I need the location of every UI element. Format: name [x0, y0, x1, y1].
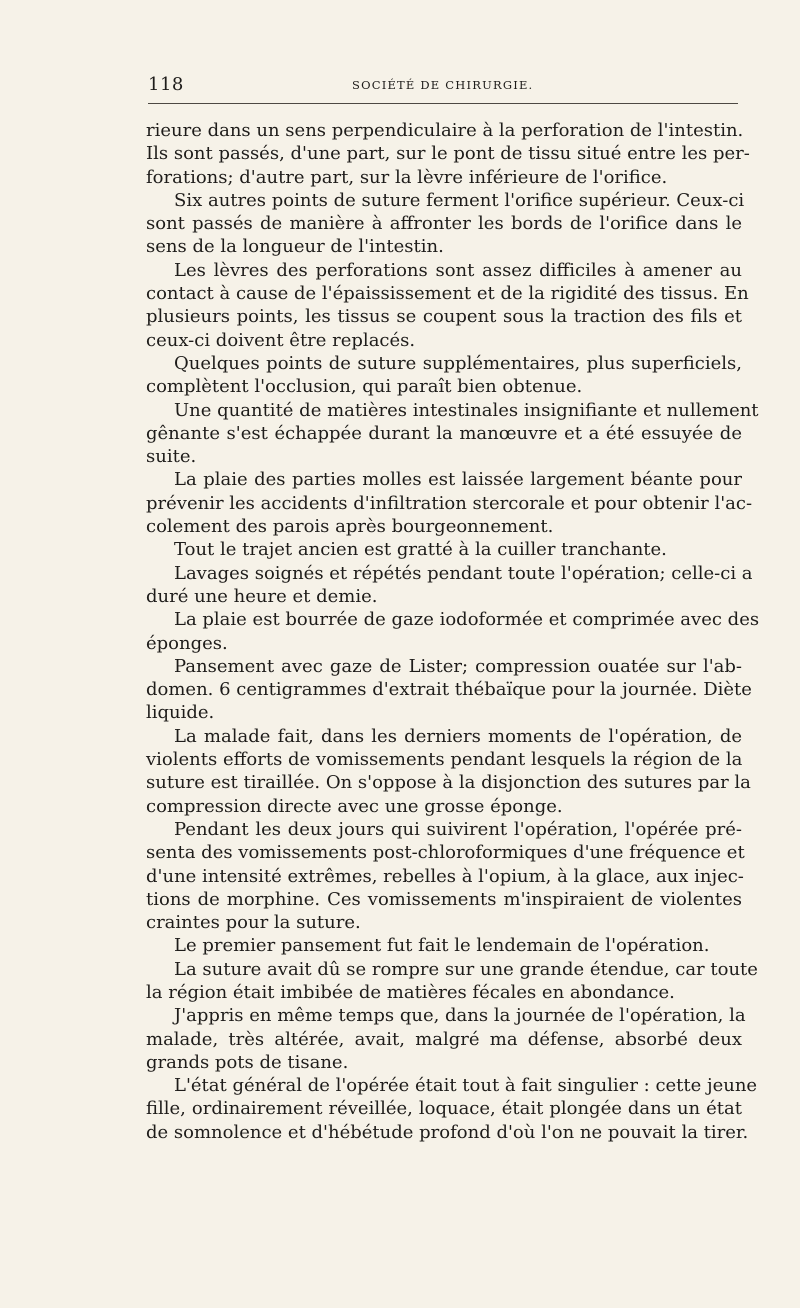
text-line: La plaie des parties molles est laissée largement béante pour — [174, 469, 742, 491]
text-line: La suture avait dû se rompre sur une grande étendue, car toute — [174, 958, 758, 980]
text-line: gênante s'est échappée durant la manœuvre et a été essuyée de — [146, 422, 742, 444]
text-line: Le premier pansement fut fait le lendemain de l'opération. — [174, 935, 710, 957]
page-number: 118 — [148, 74, 184, 95]
running-title: SOCIÉTÉ DE CHIRURGIE. — [352, 78, 534, 92]
body-text — [146, 119, 760, 1144]
text-line: J'appris en même temps que, dans la journée de l'opération, la — [174, 1005, 746, 1027]
text-line: compression directe avec une grosse éponge. — [146, 795, 563, 817]
text-line: complètent l'occlusion, qui paraît bien obtenue. — [146, 376, 583, 398]
text-line: Lavages soignés et répétés pendant toute l'opération; celle-ci a — [174, 562, 753, 584]
text-line: d'une intensité extrêmes, rebelles à l'opium, à la glace, aux injec- — [146, 865, 744, 887]
text-line: de somnolence et d'hébétude profond d'où l'on ne pouvait la tirer. — [146, 1121, 749, 1143]
text-line: Pendant les deux jours qui suivirent l'opération, l'opérée pré- — [174, 818, 742, 840]
text-line: malade, très altérée, avait, malgré ma défense, absorbé deux — [146, 1028, 742, 1050]
text-line: rieure dans un sens perpendiculaire à la perforation de l'intestin. — [146, 120, 744, 141]
text-line: colement des parois après bourgeonnement. — [146, 516, 554, 538]
text-line: liquide. — [146, 702, 215, 724]
text-line: La plaie est bourrée de gaze iodoformée et comprimée avec des — [174, 609, 760, 631]
text-line: Pansement avec gaze de Lister; compression ouatée sur l'ab- — [174, 655, 742, 677]
text-line: suite. — [146, 446, 197, 468]
text-line: Six autres points de suture ferment l'orifice supérieur. Ceux-ci — [174, 189, 745, 211]
running-head — [148, 72, 738, 100]
text-line: plusieurs points, les tissus se coupent sous la traction des fils et — [146, 306, 742, 328]
header-rule — [148, 103, 738, 104]
text-line: tions de morphine. Ces vomissements m'inspiraient de violentes — [146, 888, 742, 910]
text-line: Les lèvres des perforations sont assez difficiles à amener au — [174, 259, 742, 281]
text-line: sont passés de manière à affronter les bords de l'orifice dans le — [146, 213, 742, 235]
text-line: fille, ordinairement réveillée, loquace, était plongée dans un état — [146, 1098, 742, 1120]
text-line: Quelques points de suture supplémentaires, plus superficiels, — [174, 352, 742, 374]
text-line: Ils sont passés, d'une part, sur le pont de tissu situé entre les per- — [146, 143, 750, 165]
text-line: ceux-ci doivent être replacés. — [146, 329, 416, 351]
text-line: duré une heure et demie. — [146, 585, 378, 607]
text-line: craintes pour la suture. — [146, 912, 361, 934]
text-line: suture est tiraillée. On s'oppose à la disjonction des sutures par la — [146, 772, 751, 794]
text-line: la région était imbibée de matières fécales en abondance. — [146, 981, 675, 1003]
text-line: Tout le trajet ancien est gratté à la cuiller tranchante. — [174, 539, 667, 561]
text-line: La malade fait, dans les derniers moments de l'opération, de — [174, 725, 742, 747]
text-line: L'état général de l'opérée était tout à fait singulier : cette jeune — [174, 1075, 758, 1097]
text-line: senta des vomissements post-chloroformiques d'une fréquence et — [146, 842, 745, 864]
text-line: forations; d'autre part, sur la lèvre inférieure de l'orifice. — [146, 166, 668, 188]
text-line: Une quantité de matières intestinales insignifiante et nullement — [174, 399, 759, 421]
text-line: contact à cause de l'épaississement et de la rigidité des tissus. En — [146, 283, 749, 305]
text-line: domen. 6 centigrammes d'extrait thébaïque pour la journée. Diète — [146, 679, 752, 701]
text-line: éponges. — [146, 632, 228, 654]
text-line: prévenir les accidents d'infiltration stercorale et pour obtenir l'ac- — [146, 492, 753, 514]
text-line: violents efforts de vomissements pendant lesquels la région de la — [146, 749, 743, 771]
text-line: grands pots de tisane. — [146, 1051, 349, 1073]
text-line: sens de la longueur de l'intestin. — [146, 236, 444, 258]
